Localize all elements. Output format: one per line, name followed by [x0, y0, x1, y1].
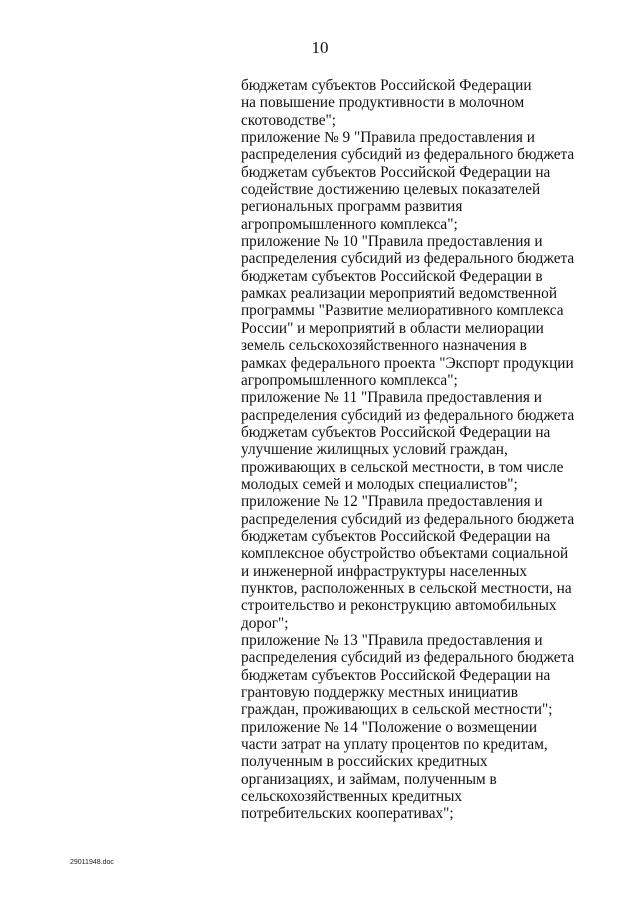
text-line: сельскохозяйственных кредитных [241, 788, 463, 806]
text-line: рамках реализации мероприятий ведомственной [241, 285, 558, 303]
text-line: распределения субсидий из федерального бюджета [241, 406, 575, 424]
text-line: комплексное обустройство объектами социальной [241, 545, 569, 563]
text-line: приложение № 13 "Правила предоставления и [241, 632, 543, 649]
text-line: бюджетам субъектов Российской Федерации на [241, 527, 551, 545]
text-line: распределения субсидий из федерального бюджета [241, 649, 575, 667]
text-line: грантовую поддержку местных инициатив [241, 684, 518, 702]
text-line: распределения субсидий из федерального бюджета [241, 250, 575, 268]
text-line: региональных программ развития [241, 198, 463, 216]
text-line: рамках федерального проекта "Экспорт продукции [241, 354, 574, 372]
text-line: и инженерной инфраструктуры населенных [241, 562, 528, 580]
text-line: приложение № 14 "Положение о возмещении [241, 718, 538, 736]
footer-filename: 29011948.doc [70, 859, 114, 866]
text-line: приложение № 12 "Правила предоставления и [241, 493, 543, 511]
text-line: бюджетам субъектов Российской Федерации на [241, 163, 551, 181]
text-line: бюджетам субъектов Российской Федерации на [241, 423, 551, 441]
text-line: агропромышленного комплекса"; [241, 371, 458, 389]
text-line: граждан, проживающих в сельской местности"; [241, 701, 553, 719]
text-line: приложение № 9 "Правила предоставления и [241, 129, 535, 147]
text-line: скотоводстве"; [241, 111, 337, 129]
text-line: проживающих в сельской местности, в том числе [241, 458, 564, 476]
text-line: содействие достижению целевых показателей [241, 181, 541, 199]
text-line: бюджетам субъектов Российской Федерации на [241, 666, 551, 684]
document-body [241, 77, 586, 823]
text-line: распределения субсидий из федерального бюджета [241, 510, 575, 528]
text-line: улучшение жилищных условий граждан, [241, 441, 508, 459]
text-line: дорог"; [241, 614, 289, 632]
text-line: части затрат на уплату процентов по кредитам, [241, 736, 548, 754]
text-line: потребительских кооперативах"; [241, 805, 454, 823]
text-line: пунктов, расположенных в сельской местности, на [241, 579, 572, 597]
text-line: полученным в российских кредитных [241, 753, 488, 771]
page-number: 10 [311, 38, 329, 57]
text-line: земель сельскохозяйственного назначения в [241, 337, 527, 355]
text-line: программы "Развитие мелиоративного комплекса [241, 302, 564, 320]
text-line: распределения субсидий из федерального бюджета [241, 146, 575, 164]
text-line: молодых семей и молодых специалистов"; [241, 475, 518, 493]
text-line: приложение № 10 "Правила предоставления и [241, 233, 543, 251]
text-line: России" и мероприятий в области мелиорации [241, 319, 544, 337]
text-line: на повышение продуктивности в молочном [241, 94, 525, 112]
text-line: строительство и реконструкцию автомобильных [241, 597, 557, 615]
text-line: бюджетам субъектов Российской Федерации [241, 77, 532, 94]
text-line: агропромышленного комплекса"; [241, 215, 458, 233]
text-line: приложение № 11 "Правила предоставления и [241, 389, 542, 407]
text-line: организациях, и займам, полученным в [241, 770, 497, 788]
text-line: бюджетам субъектов Российской Федерации в [241, 267, 543, 285]
